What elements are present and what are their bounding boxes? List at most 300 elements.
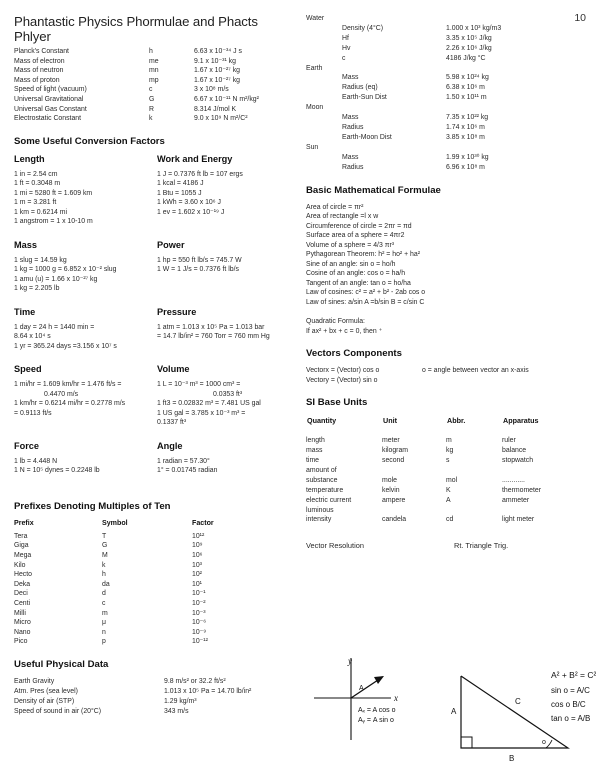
si-quantity: temperature <box>306 486 344 494</box>
astro-group <box>306 123 342 133</box>
constant-name: Planck's Constant <box>14 48 69 55</box>
prefix-row <box>14 628 297 638</box>
astro-group <box>306 24 342 34</box>
physical-data-name: Atm. Pres (sea level) <box>14 688 78 696</box>
si-abbr: cd <box>446 516 454 524</box>
x-axis-label: x <box>394 693 398 703</box>
astro-row <box>306 153 592 163</box>
prefix-name: Kilo <box>14 561 26 569</box>
math-formula-line: Tangent of an angle: tan o = ho/ha <box>306 279 411 287</box>
constant-value: 6.63 x 10⁻³⁴ J s <box>194 48 242 55</box>
prefix-name: Mega <box>14 551 32 559</box>
conversion-line: 1 in = 2.54 cm <box>14 170 58 178</box>
prefix-row <box>14 570 297 580</box>
prefix-symbol: μ <box>102 619 106 627</box>
astro-row <box>306 34 592 44</box>
conversion-line: 1 hp = 550 ft lb/s = 745.7 W <box>157 256 242 264</box>
astro-row <box>306 103 592 113</box>
vector-arrowhead <box>374 676 384 684</box>
vector-components-block <box>306 366 592 385</box>
si-col-apparatus: Apparatus <box>503 416 539 426</box>
physical-data-row <box>14 687 297 697</box>
prefix-symbol: d <box>102 590 106 598</box>
si-quantity: luminous <box>306 506 334 514</box>
physical-constants-table <box>14 47 297 124</box>
astro-value <box>446 143 592 153</box>
prefix-symbol: n <box>102 628 106 636</box>
prefix-row <box>14 541 297 551</box>
conversion-lines-right <box>157 457 297 476</box>
prefix-symbol: p <box>102 638 106 646</box>
si-unit: candela <box>382 516 407 524</box>
triangle-eq-pythagorean: A² + B² = C² <box>551 670 596 680</box>
constant-symbol: h <box>149 48 153 55</box>
si-abbr: m <box>446 437 452 445</box>
conversion-line: 1 kg = 2.205 lb <box>14 285 60 293</box>
astro-label: Radius <box>342 123 364 131</box>
prefix-row <box>14 580 297 590</box>
astro-row <box>306 73 592 83</box>
conversion-line: 0.0353 ft³ <box>213 390 243 398</box>
conversion-subheading-left: Mass <box>14 239 37 250</box>
astro-group: Moon <box>306 104 324 112</box>
constant-value: 9.0 x 10⁹ N m²/C² <box>194 115 248 123</box>
conversion-line: 1 m = 3.281 ft <box>14 199 57 207</box>
prefix-row <box>14 589 297 599</box>
constant-row <box>14 85 297 95</box>
prefix-name: Nano <box>14 628 31 636</box>
astro-group <box>306 73 342 83</box>
constant-name: Speed of light (vacuum) <box>14 86 87 94</box>
astro-group <box>306 34 342 44</box>
conversion-line: 1 ev = 1.602 x 10⁻¹⁹ J <box>157 208 225 216</box>
conversion-line: = 0.9113 ft/s <box>14 409 52 417</box>
prefix-factor: 10⁻¹ <box>192 590 206 598</box>
math-formula-line: Circumference of circle = 2πr = πd <box>306 222 412 230</box>
page-number: 10 <box>574 12 586 24</box>
si-apparatus: ............ <box>502 476 525 484</box>
constant-value: 1.67 x 10⁻²⁷ kg <box>194 67 240 75</box>
quadratic-title: Quadratic Formula: <box>306 318 365 325</box>
vector-x-equation: Vectorx = (Vector) cos o <box>306 367 380 374</box>
y-axis-label: y <box>348 656 352 666</box>
triangle-eq-tan: tan o = A/B <box>551 714 591 723</box>
prefix-row <box>14 551 297 561</box>
conversion-subheading-right: Power <box>157 239 185 250</box>
prefix-symbol: da <box>102 580 110 588</box>
astro-row <box>306 44 592 54</box>
conversion-group <box>14 154 297 227</box>
si-quantity: time <box>306 457 320 464</box>
si-unit: meter <box>382 437 400 445</box>
astro-group <box>306 44 342 54</box>
conversion-line: 1 lb = 4.448 N <box>14 457 58 465</box>
physical-data-name: Speed of sound in air (20°C) <box>14 708 102 716</box>
prefix-symbol: c <box>102 599 106 607</box>
spacer <box>14 428 297 441</box>
constant-name: Universal Gas Constant <box>14 105 87 113</box>
conversion-line: 1 W = 1 J/s = 0.7376 ft lb/s <box>157 266 239 274</box>
prefix-name: Hecto <box>14 571 33 579</box>
conversion-line: 1 mi/hr = 1.609 km/hr = 1.476 ft/s = <box>14 381 122 389</box>
constant-value: 6.67 x 10⁻¹¹ N m²/kg² <box>194 95 259 103</box>
conversion-line: 1 slug = 14.59 kg <box>14 256 67 264</box>
constant-row <box>14 57 297 67</box>
astro-label: Hf <box>342 34 349 42</box>
astro-value <box>446 64 592 74</box>
si-row <box>306 486 592 496</box>
conversion-line: 1 Btu = 1055 J <box>157 189 202 197</box>
si-abbr: kg <box>446 447 454 455</box>
physical-data-table <box>14 677 297 718</box>
si-apparatus: stopwatch <box>502 457 534 464</box>
constant-symbol: c <box>149 86 153 94</box>
prefixes-table <box>14 519 297 647</box>
prefix-name: Micro <box>14 619 31 627</box>
astro-group: Earth <box>306 64 323 72</box>
astro-value: 1.000 x 10³ kg/m3 <box>446 24 502 32</box>
constant-symbol: mp <box>149 76 159 84</box>
prefixes-col-prefix: Prefix <box>14 518 34 527</box>
si-row <box>306 476 592 486</box>
si-apparatus: thermometer <box>502 486 542 494</box>
si-apparatus <box>502 466 592 476</box>
conversion-line: 1 ft = 0.3048 m <box>14 180 61 188</box>
constant-symbol: G <box>149 95 155 103</box>
math-formula-line: Surface area of a sphere = 4πr2 <box>306 232 405 239</box>
prefix-name: Giga <box>14 542 29 550</box>
conversion-subheading-left: Length <box>14 153 45 164</box>
conversion-subheading-left: Force <box>14 440 40 451</box>
si-quantity: amount of <box>306 466 337 474</box>
conversion-line: 1 ft3 = 0.02832 m³ = 7.481 US gal <box>157 400 261 408</box>
conversion-line: 1 angstrom = 1 x 10-10 m <box>14 218 93 226</box>
astro-group <box>306 163 342 173</box>
astro-group <box>306 93 342 103</box>
astro-label <box>342 14 446 24</box>
math-formula-line: Area of rectangle =l x w <box>306 213 379 220</box>
constant-symbol: mn <box>149 67 159 75</box>
prefix-factor: 10⁹ <box>192 542 203 550</box>
prefixes-header-row <box>14 519 297 532</box>
math-formula-line: Volume of a sphere = 4/3 πr³ <box>306 241 395 249</box>
conversion-subheading-left: Speed <box>14 364 42 375</box>
prefixes-rows <box>14 532 297 647</box>
astro-label: Mass <box>342 114 359 122</box>
prefix-symbol: m <box>102 609 108 617</box>
vector-y-component-label: Aᵧ = A sin o <box>358 717 394 724</box>
prefixes-col-symbol: Symbol <box>102 518 128 527</box>
constant-name: Mass of neutron <box>14 67 64 75</box>
astro-row <box>306 123 592 133</box>
astro-row <box>306 54 592 64</box>
prefix-factor: 10⁶ <box>192 551 203 559</box>
constant-symbol: R <box>149 105 154 113</box>
conversion-line: 1 N = 10⁵ dynes = 0.2248 lb <box>14 467 100 475</box>
conversion-line: = 14.7 lb/in² = 760 Torr = 760 mm Hg <box>157 333 270 341</box>
astro-row <box>306 14 592 24</box>
conversion-lines-right <box>157 256 297 275</box>
si-units-heading: SI Base Units <box>306 397 368 409</box>
prefix-symbol: T <box>102 532 107 540</box>
si-col-quantity: Quantity <box>307 416 337 426</box>
vector-angle-note: o = angle between vector an x-axis <box>422 367 529 374</box>
constant-value: 8.314 J/mol K <box>194 105 237 113</box>
conversion-line: 1 US gal = 3.785 x 10⁻³ m³ = <box>157 409 246 417</box>
constant-value: 3 x 10⁸ m/s <box>194 86 229 94</box>
prefix-name: Deci <box>14 590 28 598</box>
figures-area <box>306 648 596 773</box>
astro-row <box>306 113 592 123</box>
si-row <box>306 446 592 456</box>
astro-value <box>446 14 592 24</box>
triangle-angle-label: o <box>542 739 546 746</box>
conversion-groups <box>14 154 297 489</box>
astro-group <box>306 54 342 64</box>
conversion-subheading-left: Time <box>14 306 36 317</box>
astro-label: Radius <box>342 163 364 171</box>
si-apparatus: ammeter <box>502 496 530 504</box>
constant-row <box>14 114 297 124</box>
si-row <box>306 506 592 516</box>
astro-row <box>306 64 592 74</box>
vector-a-label: A <box>359 685 364 692</box>
si-row <box>306 466 592 476</box>
vector-resolution-label: Vector Resolution <box>306 541 364 551</box>
prefix-row <box>14 561 297 571</box>
astro-label: Earth-Sun Dist <box>342 94 387 102</box>
astro-group: Sun <box>306 143 319 151</box>
physical-data-value: 1.29 kg/m³ <box>164 698 197 706</box>
si-quantity: intensity <box>306 516 332 524</box>
page-title: Phantastic Physics Phormulae and Phacts Phlyer <box>14 14 258 44</box>
si-abbr: mol <box>446 476 458 484</box>
angle-arc <box>546 740 552 748</box>
si-abbr <box>446 466 502 476</box>
physical-data-row <box>14 697 297 707</box>
si-unit <box>382 466 446 476</box>
conversion-line: 1 radian = 57.30° <box>157 457 210 465</box>
math-formula-line: Pythagorean Theorem: h² = ho² + ha² <box>306 251 421 258</box>
conversion-line: 0.1337 ft³ <box>157 419 187 427</box>
conversion-lines-right <box>157 380 297 428</box>
si-quantity: length <box>306 437 325 445</box>
astro-label: Mass <box>342 153 359 161</box>
conversion-line: 1 mi = 5280 ft = 1.609 km <box>14 189 93 197</box>
quadratic-line: If ax² + bx + c = 0, then ⁺ <box>306 327 383 335</box>
astro-row <box>306 93 592 103</box>
astro-group: Water <box>306 15 325 22</box>
prefix-symbol: h <box>102 571 106 579</box>
constant-name: Electrostatic Constant <box>14 115 82 123</box>
si-unit: mole <box>382 476 397 484</box>
conversion-subheading-right: Work and Energy <box>157 153 233 164</box>
conversion-line: 1 amu (u) = 1.66 x 10⁻²⁷ kg <box>14 275 98 283</box>
left-column <box>14 14 297 718</box>
constant-name: Mass of proton <box>14 76 60 84</box>
si-rows <box>306 436 592 525</box>
constant-symbol: k <box>149 115 153 123</box>
constant-row <box>14 95 297 105</box>
si-row <box>306 515 592 525</box>
si-abbr: A <box>446 496 451 504</box>
si-col-abbr: Abbr. <box>447 416 466 426</box>
prefix-name: Pico <box>14 638 28 646</box>
astro-value: 1.50 x 10¹¹ m <box>446 94 487 102</box>
physical-data-value: 343 m/s <box>164 708 189 716</box>
prefix-name: Deka <box>14 580 31 588</box>
astro-label: Density (4°C) <box>342 24 384 32</box>
si-base-units-table <box>306 415 592 525</box>
astro-row <box>306 143 592 153</box>
right-triangle-trig-label: Rt. Triangle Trig. <box>454 541 509 551</box>
conversion-line: 1 km = 0.6214 mi <box>14 208 68 216</box>
constant-row <box>14 105 297 115</box>
math-formula-line: Law of cosines: c² = a² + b² - 2ab cos o <box>306 289 426 296</box>
conversion-lines-left <box>14 380 153 418</box>
constant-row <box>14 47 297 57</box>
si-header-row <box>306 415 592 436</box>
prefix-row <box>14 618 297 628</box>
diagram-labels <box>306 541 592 550</box>
si-abbr: s <box>446 457 450 464</box>
astro-value: 4186 J/kg °C <box>446 54 486 62</box>
physical-data-name: Density of air (STP) <box>14 698 75 706</box>
prefix-symbol: G <box>102 542 108 550</box>
physical-data-value: 1.013 x 10⁵ Pa = 14.70 lb/in² <box>164 688 252 696</box>
right-angle-marker <box>461 737 472 748</box>
astro-label <box>342 143 446 153</box>
si-quantity: electric current <box>306 496 352 504</box>
vector-resolution-figure <box>314 656 398 740</box>
physical-data-row <box>14 707 297 717</box>
prefix-factor: 10¹ <box>192 580 202 588</box>
prefix-name: Tera <box>14 532 28 540</box>
conversion-line: 1 J = 0.7376 ft lb = 107 ergs <box>157 170 243 178</box>
astro-value: 7.35 x 10²² kg <box>446 114 489 122</box>
constant-value: 1.67 x 10⁻²⁷ kg <box>194 76 240 84</box>
prefix-row <box>14 599 297 609</box>
conversion-lines-left <box>14 170 153 227</box>
prefixes-col-factor: Factor <box>192 518 214 527</box>
conversion-line: 1 day = 24 h = 1440 min = <box>14 323 95 331</box>
si-unit: ampere <box>382 496 406 504</box>
si-abbr: K <box>446 486 451 494</box>
constant-value: 9.1 x 10⁻³¹ kg <box>194 57 236 65</box>
math-formula-line: Sine of an angle: sin o = ho/h <box>306 260 396 268</box>
constant-symbol: me <box>149 57 159 65</box>
conversion-lines-left <box>14 323 153 352</box>
astro-rows <box>306 14 592 173</box>
astro-label <box>342 64 446 74</box>
prefix-name: Centi <box>14 599 31 607</box>
prefix-factor: 10⁻³ <box>192 609 206 617</box>
conversion-lines-left <box>14 457 153 476</box>
conversion-line: 1 kWh = 3.60 x 10⁶ J <box>157 199 221 207</box>
spacer <box>14 227 297 240</box>
astronomical-data-table <box>306 14 592 173</box>
conversion-line: 0.4470 m/s <box>44 390 79 398</box>
physical-data-rows <box>14 677 297 718</box>
prefix-factor: 10⁻⁹ <box>192 628 207 636</box>
conversion-line: 1 kg = 1000 g = 6.852 x 10⁻² slug <box>14 266 117 274</box>
si-apparatus: light meter <box>502 516 535 524</box>
si-unit <box>382 506 446 516</box>
prefix-factor: 10⁻² <box>192 599 206 607</box>
astro-value <box>446 103 592 113</box>
vector-component-equations <box>306 366 422 385</box>
conversion-group <box>14 240 297 294</box>
math-formulae-lines <box>306 203 592 308</box>
conversion-factors-heading: Some Useful Conversion Factors <box>14 135 165 147</box>
prefix-symbol: k <box>102 561 106 569</box>
astro-value: 5.98 x 10²⁴ kg <box>446 74 489 82</box>
constant-name: Universal Gravitational <box>14 95 84 103</box>
astro-group <box>306 133 342 143</box>
prefix-factor: 10² <box>192 571 202 579</box>
right-triangle-figure <box>451 670 596 763</box>
astro-label: Earth-Moon Dist <box>342 133 392 141</box>
prefix-row <box>14 609 297 619</box>
astro-label: Mass <box>342 74 359 82</box>
conversion-subheading-right: Angle <box>157 440 183 451</box>
conversion-line: 1 L = 10⁻³ m³ = 1000 cm³ = <box>157 381 241 389</box>
si-apparatus: balance <box>502 447 527 455</box>
physical-data-value: 9.8 m/s² or 32.2 ft/s² <box>164 677 226 685</box>
physical-data-name: Earth Gravity <box>14 677 55 685</box>
spacer <box>14 294 297 307</box>
si-row <box>306 456 592 466</box>
prefixes-heading: Prefixes Denoting Multiples of Ten <box>14 500 171 512</box>
triangle-eq-sin: sin o = A/C <box>551 686 590 695</box>
conversion-line: 1 atm = 1.013 x 10⁵ Pa = 1.013 bar <box>157 323 265 331</box>
prefix-factor: 10¹² <box>192 532 205 540</box>
conversion-line: 1 km/hr = 0.6214 mi/hr = 0.2778 m/s <box>14 400 126 408</box>
astro-value: 3.35 x 10⁵ J/kg <box>446 34 492 42</box>
triangle-side-a-label: A <box>451 707 457 716</box>
constants-rows <box>14 47 297 124</box>
si-row <box>306 436 592 446</box>
prefix-factor: 10⁻¹² <box>192 638 208 646</box>
right-column <box>306 14 592 550</box>
conversion-group <box>14 364 297 428</box>
vector-x-component-label: Aₓ = A cos o <box>358 707 396 714</box>
si-col-unit: Unit <box>383 416 397 426</box>
si-unit: second <box>382 457 405 464</box>
math-formulae-heading: Basic Mathematical Formulae <box>306 184 441 196</box>
conversion-group <box>14 441 297 476</box>
triangle-side-b-label: B <box>509 754 515 763</box>
conversion-subheading-right: Volume <box>157 364 190 375</box>
vectors-heading: Vectors Components <box>306 348 402 359</box>
triangle-side-c-label: C <box>515 697 521 706</box>
astro-value: 6.38 x 10⁶ m <box>446 84 485 92</box>
conversion-subheading-right: Pressure <box>157 306 197 317</box>
astro-group <box>306 113 342 123</box>
physical-data-row <box>14 677 297 687</box>
si-abbr <box>446 506 502 516</box>
vector-y-equation: Vectory = (Vector) sin o <box>306 376 378 384</box>
triangle-eq-cos: cos o B/C <box>551 700 586 709</box>
prefix-row <box>14 532 297 542</box>
constant-name: Mass of electron <box>14 57 65 65</box>
astro-row <box>306 133 592 143</box>
conversion-line: 1° = 0.01745 radian <box>157 467 218 475</box>
prefix-row <box>14 637 297 647</box>
conversion-group <box>14 307 297 352</box>
astro-row <box>306 24 592 34</box>
prefix-name: Milli <box>14 609 26 617</box>
